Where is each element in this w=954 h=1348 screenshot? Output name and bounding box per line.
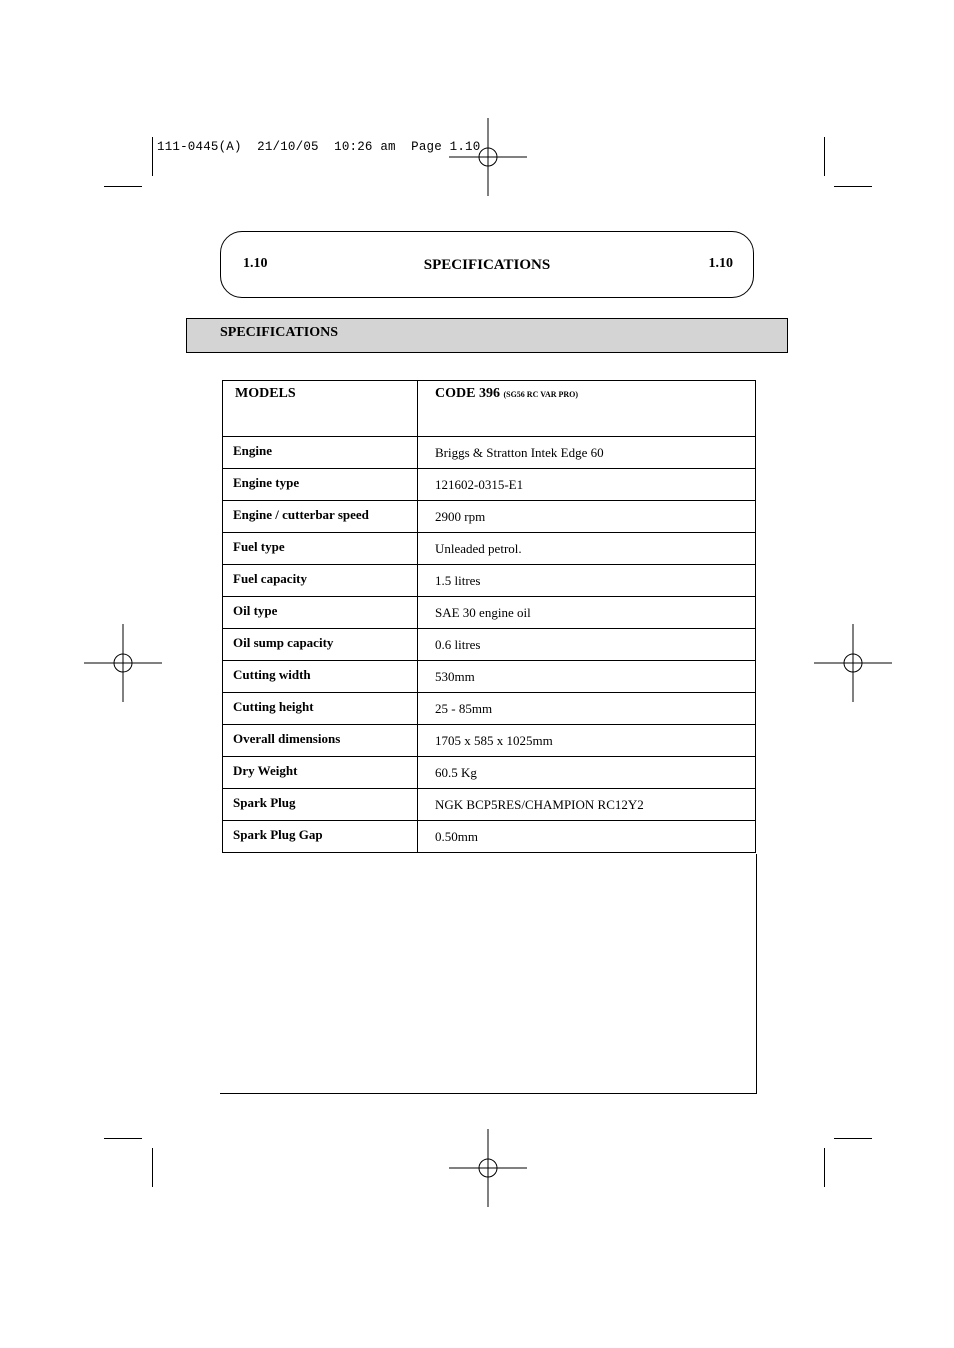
table-row xyxy=(223,661,756,693)
spec-label: Overall dimensions xyxy=(223,725,418,757)
table-row xyxy=(223,597,756,629)
spec-value: 0.6 litres xyxy=(418,629,756,661)
spec-label: Spark Plug Gap xyxy=(223,821,418,853)
section-header-bar xyxy=(186,318,788,353)
spec-label: Dry Weight xyxy=(223,757,418,789)
table-row xyxy=(223,565,756,597)
spec-label: Engine xyxy=(223,437,418,469)
crop-mark-bottom-right-h xyxy=(834,1138,872,1139)
model-code-cell xyxy=(418,381,756,437)
crop-mark-bottom-right-v xyxy=(824,1148,825,1187)
spec-label: Fuel type xyxy=(223,533,418,565)
table-row xyxy=(223,821,756,853)
table-row xyxy=(223,629,756,661)
spec-label: Engine / cutterbar speed xyxy=(223,501,418,533)
spec-value: 1.5 litres xyxy=(418,565,756,597)
spec-label: Cutting height xyxy=(223,693,418,725)
spec-value: NGK BCP5RES/CHAMPION RC12Y2 xyxy=(418,789,756,821)
crop-mark-top-left-h xyxy=(104,186,142,187)
spec-value: Unleaded petrol. xyxy=(418,533,756,565)
registration-mark-top-icon xyxy=(449,118,527,196)
spec-label: Cutting width xyxy=(223,661,418,693)
spec-value: 121602-0315-E1 xyxy=(418,469,756,501)
table-header-row xyxy=(223,381,756,437)
crop-mark-top-left-v xyxy=(152,137,153,176)
print-slug: 111-0445(A) 21/10/05 10:26 am Page 1.10 xyxy=(157,140,481,154)
specifications-table xyxy=(222,380,756,853)
spec-value: 530mm xyxy=(418,661,756,693)
table-row xyxy=(223,789,756,821)
page-header xyxy=(220,231,754,298)
page-number-right: 1.10 xyxy=(708,256,733,271)
spec-label: Fuel capacity xyxy=(223,565,418,597)
frame-bottom-line xyxy=(220,1093,757,1094)
spec-value: 0.50mm xyxy=(418,821,756,853)
table-row xyxy=(223,757,756,789)
spec-value: Briggs & Stratton Intek Edge 60 xyxy=(418,437,756,469)
spec-label: Oil type xyxy=(223,597,418,629)
model-code: CODE 396 xyxy=(435,386,500,401)
registration-mark-bottom-icon xyxy=(449,1129,527,1207)
spec-label: Oil sump capacity xyxy=(223,629,418,661)
spec-label: Spark Plug xyxy=(223,789,418,821)
section-title: SPECIFICATIONS xyxy=(220,325,338,340)
registration-mark-right-icon xyxy=(814,624,892,702)
spec-label: Engine type xyxy=(223,469,418,501)
spec-value: 1705 x 585 x 1025mm xyxy=(418,725,756,757)
spec-value: SAE 30 engine oil xyxy=(418,597,756,629)
spec-value: 2900 rpm xyxy=(418,501,756,533)
model-code-sub: (SG56 RC VAR PRO) xyxy=(503,390,579,399)
table-row xyxy=(223,693,756,725)
table-row xyxy=(223,469,756,501)
crop-mark-bottom-left-v xyxy=(152,1148,153,1187)
table-row xyxy=(223,437,756,469)
crop-mark-top-right-v xyxy=(824,137,825,176)
table-row xyxy=(223,725,756,757)
table-row xyxy=(223,501,756,533)
page-title: SPECIFICATIONS xyxy=(423,257,551,273)
crop-mark-bottom-left-h xyxy=(104,1138,142,1139)
crop-mark-top-right-h xyxy=(834,186,872,187)
frame-right-line xyxy=(756,854,757,1094)
spec-value: 60.5 Kg xyxy=(418,757,756,789)
spec-value: 25 - 85mm xyxy=(418,693,756,725)
models-label: MODELS xyxy=(223,381,418,437)
registration-mark-left-icon xyxy=(84,624,162,702)
page-number-left: 1.10 xyxy=(243,256,268,271)
table-row xyxy=(223,533,756,565)
